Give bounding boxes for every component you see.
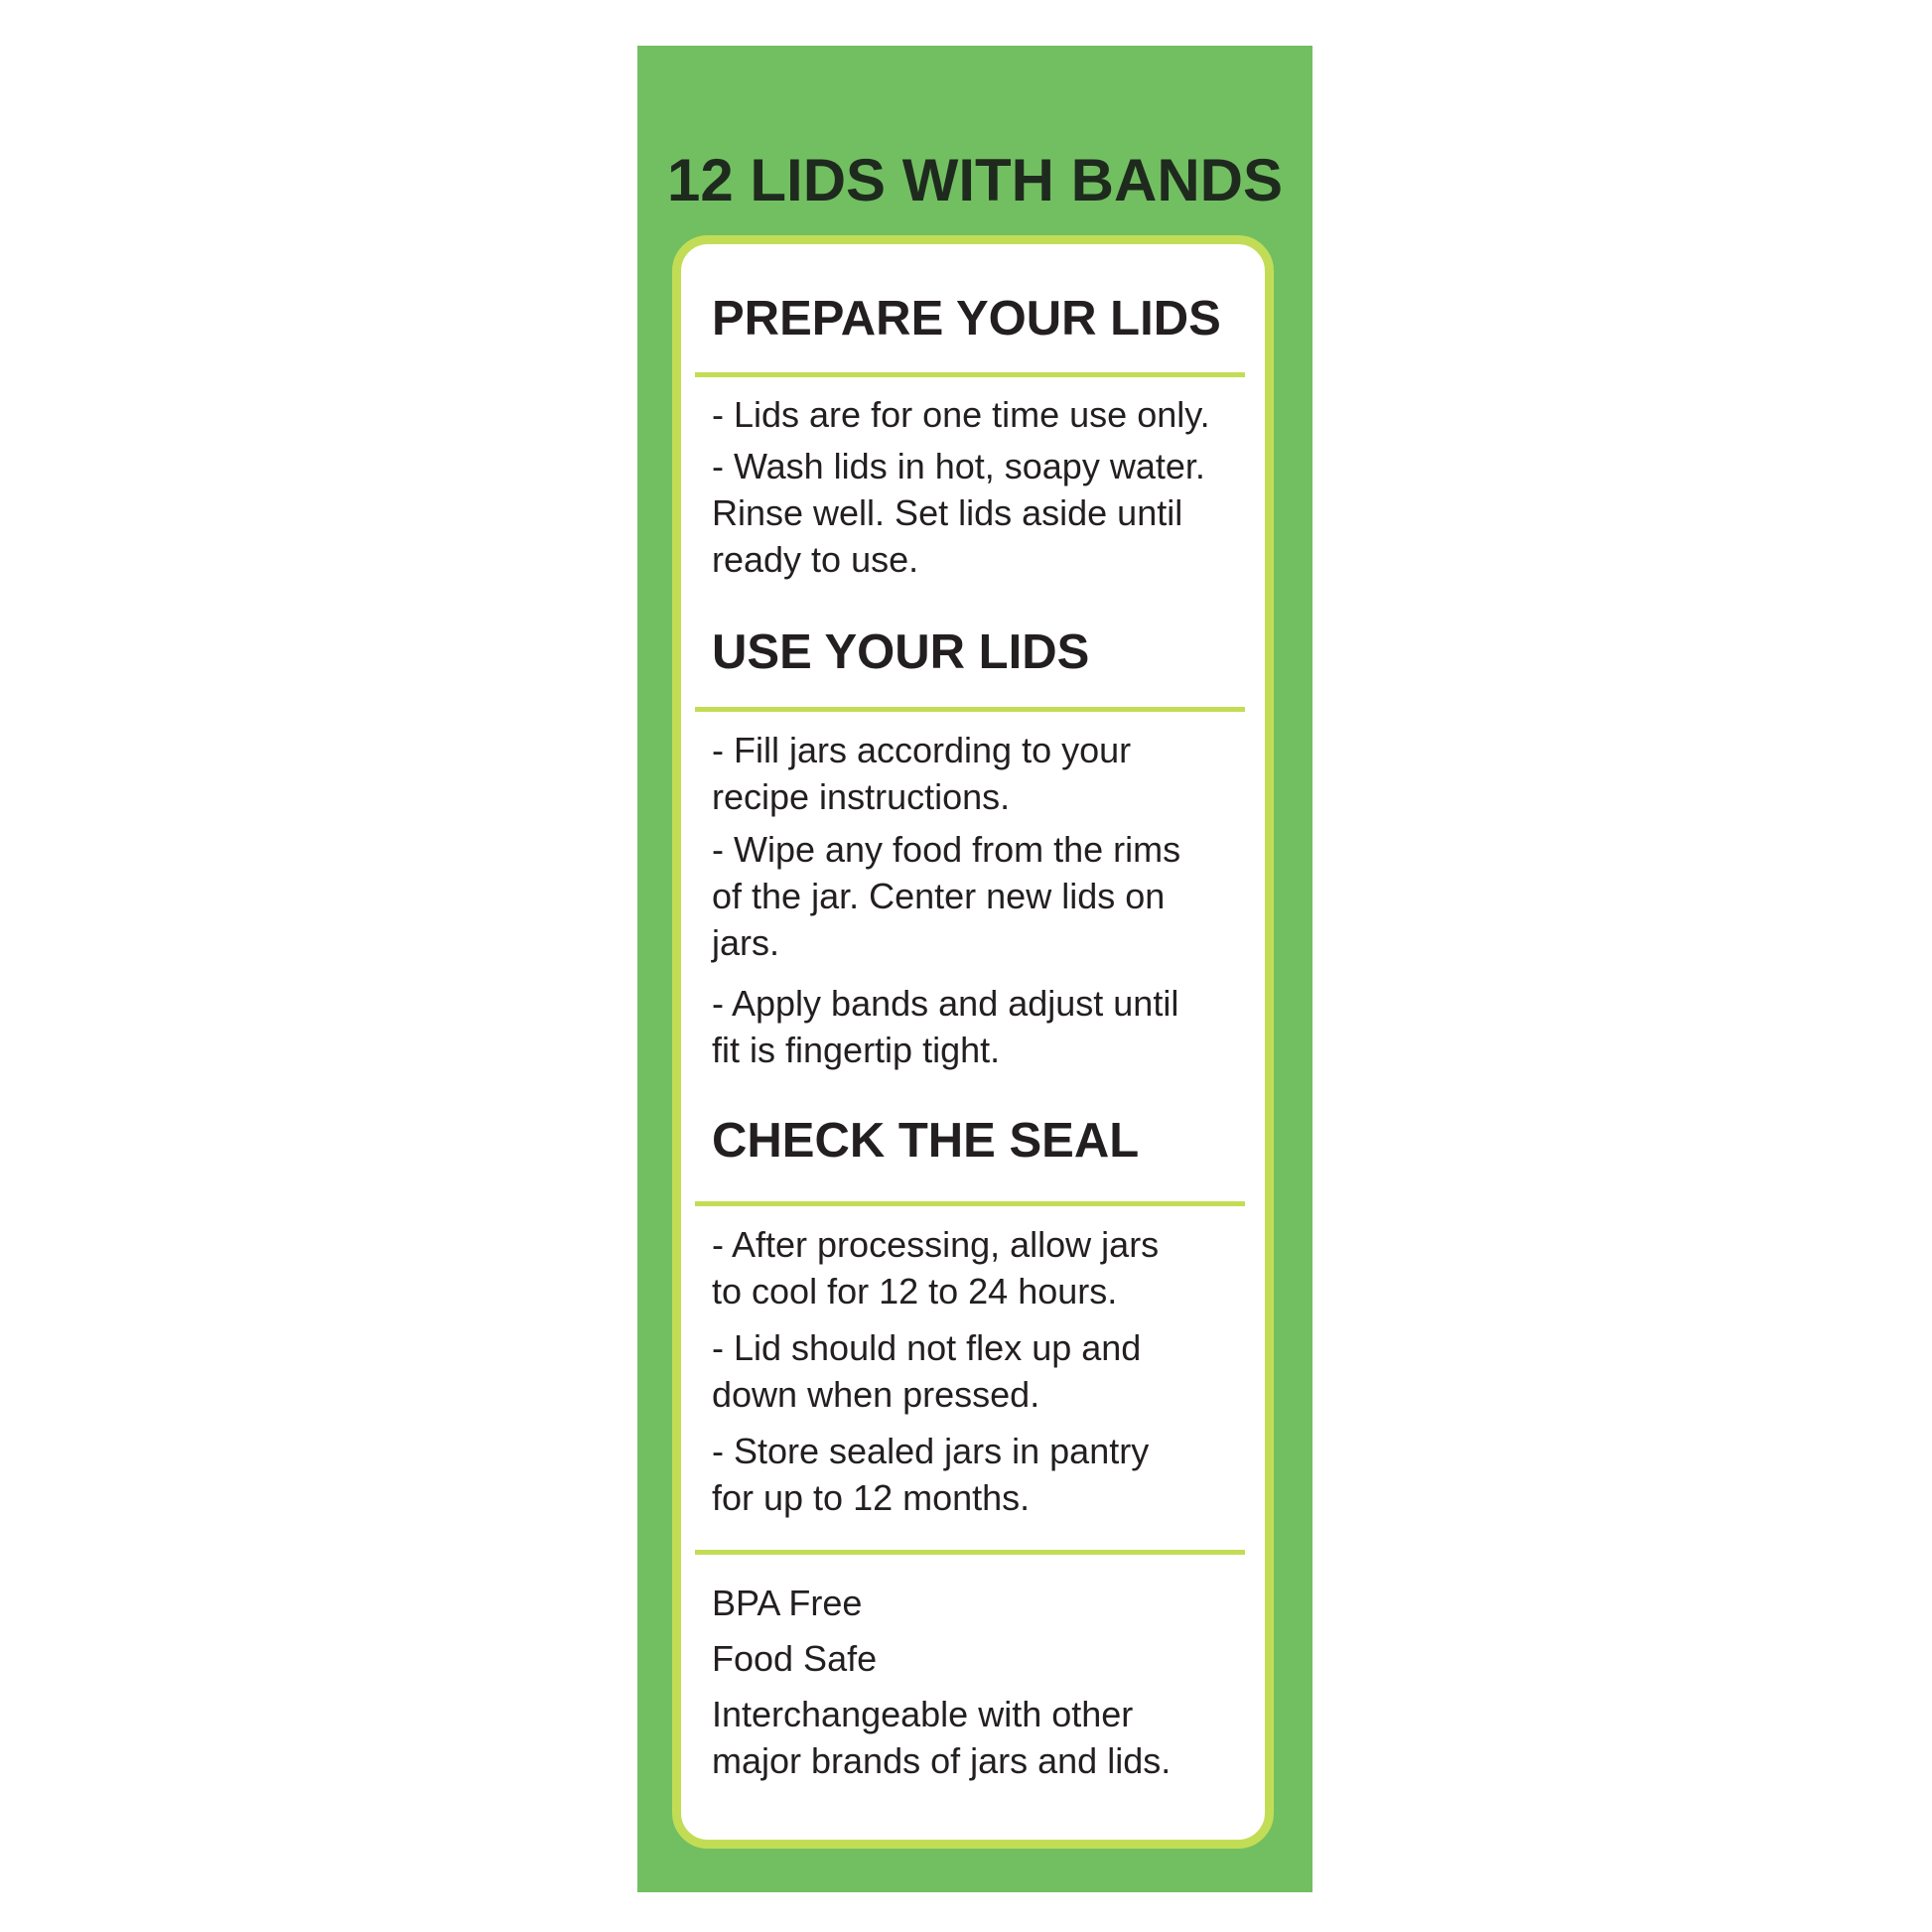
feature-item: Food Safe (712, 1638, 878, 1679)
instruction-item: - After processing, allow jars to cool for 12 to 24 hours. (712, 1224, 1160, 1311)
panel-title: 12 LIDS WITH BANDS (666, 147, 1284, 213)
instruction-item: - Lids are for one time use only. (712, 394, 1210, 435)
section-divider (695, 372, 1245, 377)
instruction-item: - Lid should not flex up and down when pressed. (712, 1327, 1142, 1415)
product-panel (637, 46, 1312, 1892)
instruction-item: - Wash lids in hot, soapy water. Rinse well. Set lids aside until ready to use. (712, 446, 1205, 580)
section-divider (695, 707, 1245, 712)
section-heading-use: USE YOUR LIDS (712, 625, 1090, 679)
section-heading-prepare: PREPARE YOUR LIDS (712, 292, 1221, 345)
features-divider (695, 1550, 1245, 1555)
section-divider (695, 1201, 1245, 1206)
feature-item: BPA Free (712, 1583, 863, 1623)
instruction-item: - Apply bands and adjust until fit is fingertip tight. (712, 983, 1179, 1070)
instructions-card (672, 235, 1274, 1849)
instruction-item: - Store sealed jars in pantry for up to 12 months. (712, 1431, 1150, 1518)
section-heading-check: CHECK THE SEAL (712, 1114, 1140, 1168)
feature-item: Interchangeable with other major brands of jars and lids. (712, 1694, 1172, 1781)
instruction-item: - Wipe any food from the rims of the jar. Center new lids on jars. (712, 829, 1181, 963)
instruction-item: - Fill jars according to your recipe instructions. (712, 730, 1132, 817)
